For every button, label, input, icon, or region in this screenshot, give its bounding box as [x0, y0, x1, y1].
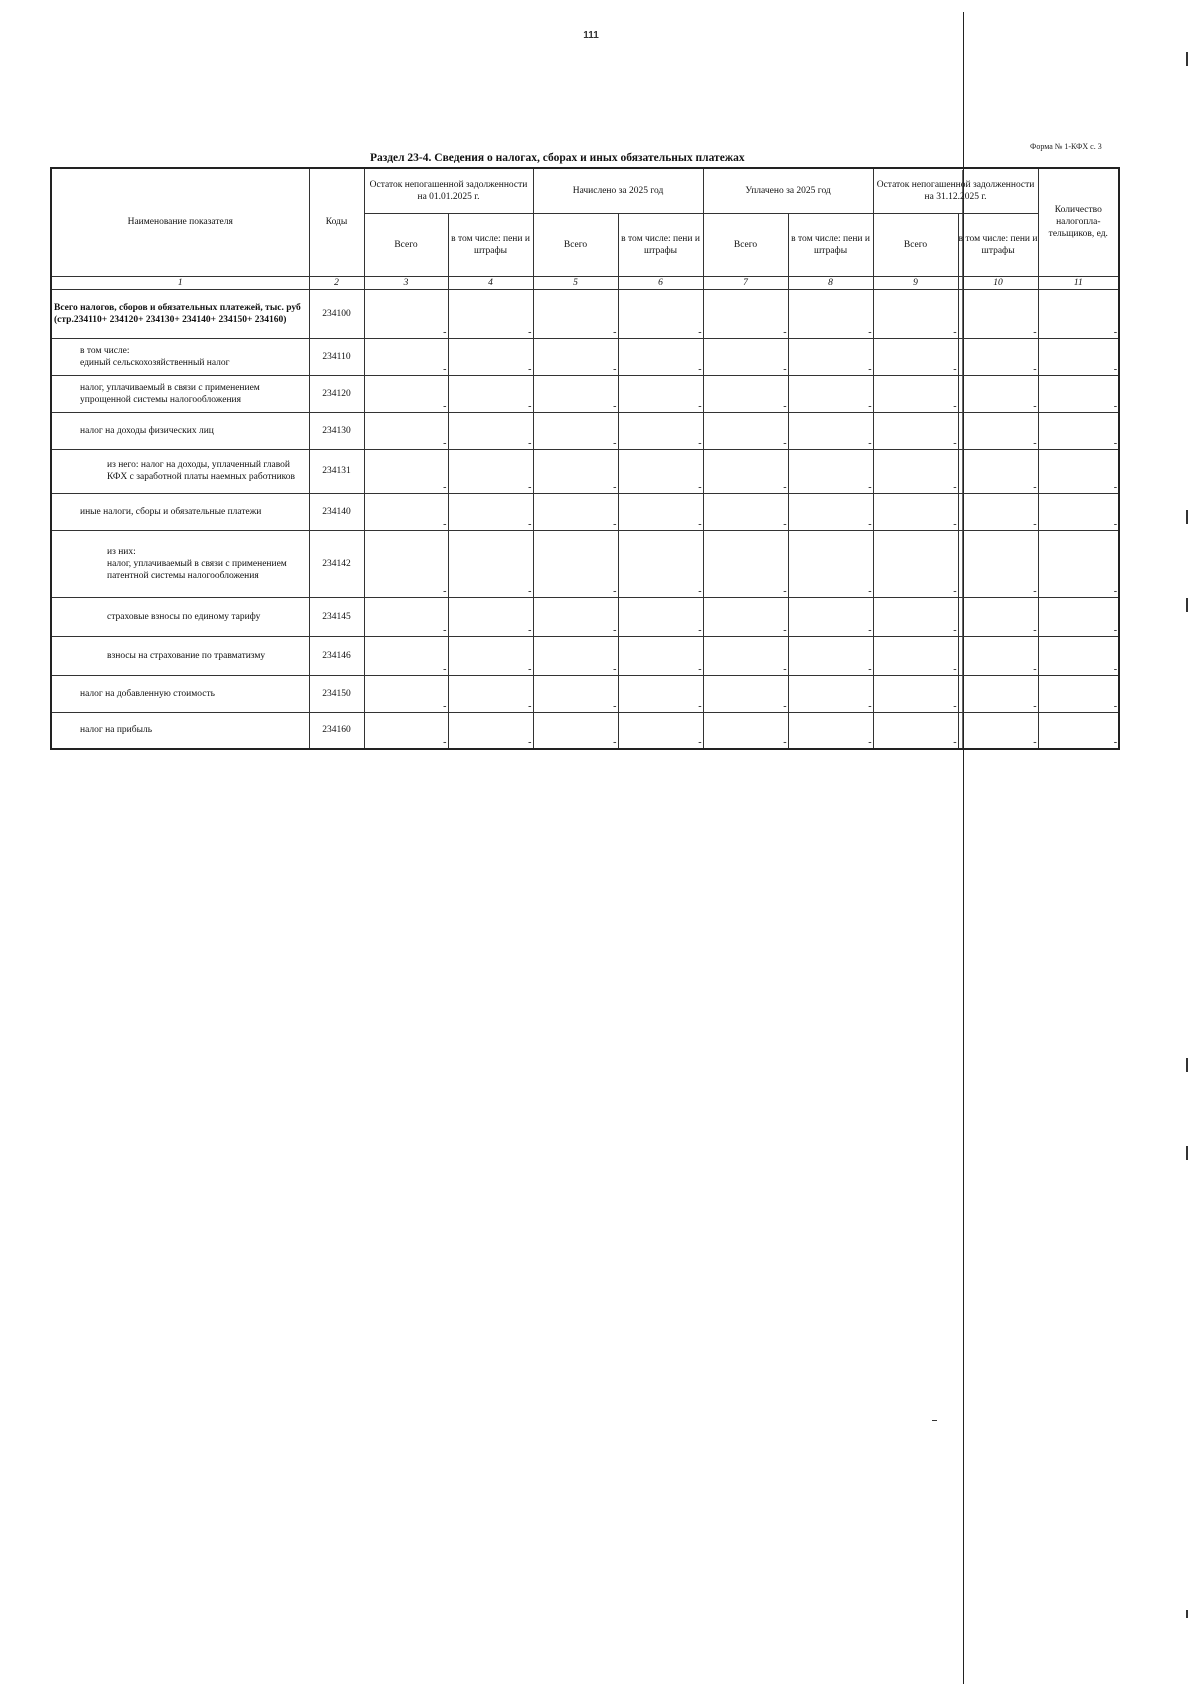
value-cell — [618, 412, 703, 449]
value-cell — [873, 338, 958, 375]
row-label-text: иные налоги, сборы и обязательные платежи — [80, 506, 262, 517]
value-cell — [364, 597, 448, 636]
empty-value-dash: - — [443, 400, 447, 412]
value-cell — [958, 493, 1038, 530]
value-cell — [703, 493, 788, 530]
empty-value-dash: - — [443, 700, 447, 712]
row-code: 234140 — [309, 493, 364, 530]
empty-value-dash: - — [613, 326, 617, 338]
empty-value-dash: - — [1113, 737, 1118, 748]
value-cell — [533, 597, 618, 636]
value-cell — [958, 712, 1038, 749]
empty-value-dash: - — [1033, 481, 1037, 493]
value-cell — [873, 597, 958, 636]
empty-value-dash: - — [698, 363, 702, 375]
empty-value-dash: - — [1033, 737, 1037, 748]
row-code: 234146 — [309, 636, 364, 675]
empty-value-dash: - — [953, 481, 957, 493]
empty-value-dash: - — [1113, 363, 1118, 375]
value-cell — [364, 449, 448, 493]
empty-value-dash: - — [443, 585, 447, 597]
empty-value-dash: - — [613, 624, 617, 636]
row-code: 234160 — [309, 712, 364, 749]
empty-value-dash: - — [443, 363, 447, 375]
value-cell — [364, 712, 448, 749]
header-total: Всего — [873, 213, 958, 276]
row-label-prefix: из них: — [107, 546, 136, 557]
header-total: Всего — [364, 213, 448, 276]
row-label — [51, 597, 309, 636]
row-code: 234145 — [309, 597, 364, 636]
empty-value-dash: - — [443, 663, 447, 675]
value-cell — [533, 449, 618, 493]
row-label-text: налог на добавленную стоимость — [80, 688, 215, 699]
row-label — [51, 289, 309, 338]
header-incl-penalties: в том числе: пени и штрафы — [788, 213, 873, 276]
header-total: Всего — [703, 213, 788, 276]
value-cell — [958, 289, 1038, 338]
table-row — [51, 636, 1119, 675]
header-group-closing-debt: Остаток непогашенной задолженности на 31.12.2025 г. — [873, 168, 1038, 213]
value-cell — [618, 338, 703, 375]
value-cell — [873, 375, 958, 412]
value-cell — [788, 636, 873, 675]
empty-value-dash: - — [783, 737, 787, 748]
row-label — [51, 493, 309, 530]
value-cell — [448, 597, 533, 636]
value-cell — [448, 412, 533, 449]
empty-value-dash: - — [953, 363, 957, 375]
empty-value-dash: - — [613, 700, 617, 712]
empty-value-dash: - — [783, 437, 787, 449]
table-row — [51, 597, 1119, 636]
empty-value-dash: - — [443, 737, 447, 748]
empty-value-dash: - — [698, 624, 702, 636]
value-cell — [703, 636, 788, 675]
value-cell — [703, 338, 788, 375]
table-row — [51, 375, 1119, 412]
value-cell — [618, 530, 703, 597]
empty-value-dash: - — [698, 663, 702, 675]
value-cell — [618, 289, 703, 338]
empty-value-dash: - — [613, 437, 617, 449]
empty-value-dash: - — [613, 737, 617, 748]
value-cell — [958, 597, 1038, 636]
empty-value-dash: - — [1033, 624, 1037, 636]
empty-value-dash: - — [783, 363, 787, 375]
empty-value-dash: - — [953, 624, 957, 636]
empty-value-dash: - — [443, 518, 447, 530]
value-cell — [788, 675, 873, 712]
row-label-prefix: в том числе: — [80, 345, 130, 356]
row-label — [51, 636, 309, 675]
empty-value-dash: - — [613, 663, 617, 675]
table-row — [51, 675, 1119, 712]
value-cell — [364, 338, 448, 375]
value-cell — [958, 338, 1038, 375]
header-row-1 — [51, 168, 1119, 213]
value-cell — [1038, 375, 1119, 412]
value-cell — [788, 412, 873, 449]
empty-value-dash: - — [1113, 481, 1118, 493]
value-cell — [873, 449, 958, 493]
empty-value-dash: - — [613, 400, 617, 412]
header-name: Наименование показателя — [51, 168, 309, 276]
value-cell — [788, 530, 873, 597]
empty-value-dash: - — [443, 326, 447, 338]
value-cell — [533, 636, 618, 675]
value-cell — [958, 375, 1038, 412]
header-codes: Коды — [309, 168, 364, 276]
empty-value-dash: - — [528, 624, 532, 636]
table-row — [51, 712, 1119, 749]
empty-value-dash: - — [868, 363, 872, 375]
empty-value-dash: - — [783, 585, 787, 597]
value-cell — [448, 636, 533, 675]
scan-mark — [1186, 598, 1188, 612]
empty-value-dash: - — [868, 737, 872, 748]
value-cell — [364, 412, 448, 449]
column-number: 5 — [533, 276, 618, 289]
empty-value-dash: - — [698, 326, 702, 338]
value-cell — [958, 412, 1038, 449]
value-cell — [958, 449, 1038, 493]
table-row — [51, 338, 1119, 375]
value-cell — [788, 375, 873, 412]
empty-value-dash: - — [698, 700, 702, 712]
row-label — [51, 412, 309, 449]
empty-value-dash: - — [698, 737, 702, 748]
empty-value-dash: - — [868, 663, 872, 675]
empty-value-dash: - — [953, 663, 957, 675]
column-number-row — [51, 276, 1119, 289]
value-cell — [364, 493, 448, 530]
value-cell — [618, 449, 703, 493]
row-label — [51, 449, 309, 493]
value-cell — [1038, 338, 1119, 375]
value-cell — [788, 338, 873, 375]
empty-value-dash: - — [1113, 400, 1118, 412]
row-label — [51, 675, 309, 712]
value-cell — [703, 449, 788, 493]
value-cell — [533, 530, 618, 597]
value-cell — [873, 636, 958, 675]
empty-value-dash: - — [698, 400, 702, 412]
value-cell — [703, 530, 788, 597]
empty-value-dash: - — [613, 518, 617, 530]
value-cell — [1038, 675, 1119, 712]
value-cell — [788, 493, 873, 530]
header-group-paid: Уплачено за 2025 год — [703, 168, 873, 213]
row-label-text: страховые взносы по единому тарифу — [107, 611, 261, 622]
row-label-text: налог, уплачиваемый в связи с применением патентной системы налогообложения — [107, 558, 287, 581]
value-cell — [703, 412, 788, 449]
empty-value-dash: - — [1033, 400, 1037, 412]
row-code: 234130 — [309, 412, 364, 449]
empty-value-dash: - — [868, 326, 872, 338]
value-cell — [533, 493, 618, 530]
value-cell — [448, 493, 533, 530]
empty-value-dash: - — [868, 518, 872, 530]
row-label — [51, 375, 309, 412]
empty-value-dash: - — [953, 700, 957, 712]
value-cell — [618, 597, 703, 636]
empty-value-dash: - — [443, 624, 447, 636]
value-cell — [448, 449, 533, 493]
value-cell — [448, 712, 533, 749]
value-cell — [448, 338, 533, 375]
scan-mark — [932, 1420, 937, 1421]
empty-value-dash: - — [528, 518, 532, 530]
empty-value-dash: - — [953, 437, 957, 449]
value-cell — [364, 530, 448, 597]
value-cell — [1038, 289, 1119, 338]
value-cell — [533, 675, 618, 712]
table-row — [51, 493, 1119, 530]
row-code: 234131 — [309, 449, 364, 493]
value-cell — [1038, 493, 1119, 530]
column-number: 6 — [618, 276, 703, 289]
table-row — [51, 412, 1119, 449]
empty-value-dash: - — [443, 481, 447, 493]
empty-value-dash: - — [783, 481, 787, 493]
tax-table — [50, 167, 1120, 750]
column-number: 4 — [448, 276, 533, 289]
empty-value-dash: - — [528, 437, 532, 449]
empty-value-dash: - — [953, 585, 957, 597]
value-cell — [1038, 412, 1119, 449]
value-cell — [788, 449, 873, 493]
empty-value-dash: - — [1113, 585, 1118, 597]
row-label-text: налог на доходы физических лиц — [80, 425, 214, 436]
value-cell — [958, 675, 1038, 712]
header-incl-penalties: в том числе: пени и штрафы — [618, 213, 703, 276]
empty-value-dash: - — [613, 585, 617, 597]
row-code: 234142 — [309, 530, 364, 597]
value-cell — [873, 712, 958, 749]
empty-value-dash: - — [528, 737, 532, 748]
row-label — [51, 338, 309, 375]
scan-mark — [1186, 510, 1188, 524]
row-label-text: налог на прибыль — [80, 725, 153, 736]
value-cell — [448, 375, 533, 412]
value-cell — [788, 597, 873, 636]
empty-value-dash: - — [1033, 585, 1037, 597]
value-cell — [1038, 530, 1119, 597]
row-code: 234120 — [309, 375, 364, 412]
empty-value-dash: - — [783, 400, 787, 412]
empty-value-dash: - — [528, 585, 532, 597]
column-number: 10 — [958, 276, 1038, 289]
row-code: 234100 — [309, 289, 364, 338]
empty-value-dash: - — [698, 481, 702, 493]
value-cell — [703, 675, 788, 712]
empty-value-dash: - — [1033, 363, 1037, 375]
value-cell — [958, 636, 1038, 675]
row-label-text: взносы на страхование по травматизму — [107, 650, 266, 661]
table-row — [51, 530, 1119, 597]
row-label — [51, 530, 309, 597]
column-number: 1 — [51, 276, 309, 289]
empty-value-dash: - — [1033, 518, 1037, 530]
empty-value-dash: - — [783, 700, 787, 712]
empty-value-dash: - — [953, 326, 957, 338]
row-label — [51, 712, 309, 749]
empty-value-dash: - — [953, 737, 957, 748]
value-cell — [788, 289, 873, 338]
empty-value-dash: - — [528, 400, 532, 412]
value-cell — [788, 712, 873, 749]
empty-value-dash: - — [1113, 326, 1118, 338]
header-incl-penalties: в том числе: пени и штрафы — [958, 213, 1038, 276]
empty-value-dash: - — [1113, 518, 1118, 530]
empty-value-dash: - — [613, 363, 617, 375]
empty-value-dash: - — [953, 400, 957, 412]
value-cell — [618, 493, 703, 530]
empty-value-dash: - — [868, 400, 872, 412]
empty-value-dash: - — [868, 700, 872, 712]
empty-value-dash: - — [868, 481, 872, 493]
row-label-text: единый сельскохозяйственный налог — [80, 357, 230, 368]
empty-value-dash: - — [1033, 437, 1037, 449]
value-cell — [364, 636, 448, 675]
empty-value-dash: - — [868, 437, 872, 449]
scan-mark — [1186, 52, 1188, 66]
empty-value-dash: - — [1113, 700, 1118, 712]
row-code: 234150 — [309, 675, 364, 712]
empty-value-dash: - — [698, 585, 702, 597]
value-cell — [533, 375, 618, 412]
empty-value-dash: - — [783, 624, 787, 636]
scan-mark — [1186, 1146, 1188, 1160]
value-cell — [873, 493, 958, 530]
column-number: 8 — [788, 276, 873, 289]
header-taxpayer-count: Количество налогопла-тельщиков, ед. — [1038, 168, 1119, 276]
header-total: Всего — [533, 213, 618, 276]
column-number: 2 — [309, 276, 364, 289]
scan-mark — [1186, 1610, 1188, 1618]
empty-value-dash: - — [868, 624, 872, 636]
column-number: 9 — [873, 276, 958, 289]
empty-value-dash: - — [1033, 326, 1037, 338]
header-group-accrued: Начислено за 2025 год — [533, 168, 703, 213]
row-label-text: налог, уплачиваемый в связи с применением упрощенной системы налогообложения — [80, 382, 260, 405]
empty-value-dash: - — [868, 585, 872, 597]
header-incl-penalties: в том числе: пени и штрафы — [448, 213, 533, 276]
empty-value-dash: - — [1113, 624, 1118, 636]
page-number: 111 — [583, 30, 599, 41]
value-cell — [703, 375, 788, 412]
empty-value-dash: - — [783, 518, 787, 530]
value-cell — [618, 675, 703, 712]
value-cell — [533, 412, 618, 449]
value-cell — [448, 530, 533, 597]
empty-value-dash: - — [953, 518, 957, 530]
form-id: Форма № 1-КФХ с. 3 — [1030, 142, 1102, 151]
section-title: Раздел 23-4. Сведения о налогах, сборах и иных обязательных платежах — [370, 152, 745, 164]
empty-value-dash: - — [1033, 663, 1037, 675]
empty-value-dash: - — [1113, 437, 1118, 449]
value-cell — [873, 412, 958, 449]
value-cell — [533, 289, 618, 338]
value-cell — [618, 636, 703, 675]
value-cell — [873, 530, 958, 597]
value-cell — [448, 289, 533, 338]
value-cell — [448, 675, 533, 712]
value-cell — [364, 375, 448, 412]
value-cell — [1038, 636, 1119, 675]
value-cell — [703, 289, 788, 338]
value-cell — [703, 712, 788, 749]
empty-value-dash: - — [613, 481, 617, 493]
value-cell — [618, 712, 703, 749]
value-cell — [958, 530, 1038, 597]
value-cell — [618, 375, 703, 412]
row-label-text: Всего налогов, сборов и обязательных платежей, тыс. руб (стр.234110+ 234120+ 234130+ 234140+ 234150+ 234160) — [54, 302, 301, 325]
empty-value-dash: - — [1033, 700, 1037, 712]
row-code: 234110 — [309, 338, 364, 375]
value-cell — [1038, 712, 1119, 749]
value-cell — [533, 338, 618, 375]
table-row — [51, 449, 1119, 493]
column-number: 7 — [703, 276, 788, 289]
column-number: 3 — [364, 276, 448, 289]
empty-value-dash: - — [528, 363, 532, 375]
column-number: 11 — [1038, 276, 1119, 289]
empty-value-dash: - — [528, 700, 532, 712]
value-cell — [703, 597, 788, 636]
value-cell — [873, 675, 958, 712]
empty-value-dash: - — [783, 663, 787, 675]
table-row — [51, 289, 1119, 338]
empty-value-dash: - — [783, 326, 787, 338]
row-label-text: из него: налог на доходы, уплаченный главой КФХ с заработной платы наемных работников — [107, 460, 296, 482]
value-cell — [533, 712, 618, 749]
empty-value-dash: - — [1113, 663, 1118, 675]
scan-mark — [1186, 1058, 1188, 1072]
value-cell — [364, 289, 448, 338]
empty-value-dash: - — [443, 437, 447, 449]
header-group-opening-debt: Остаток непогашенной задолженности на 01.01.2025 г. — [364, 168, 533, 213]
value-cell — [873, 289, 958, 338]
value-cell — [1038, 597, 1119, 636]
empty-value-dash: - — [698, 518, 702, 530]
empty-value-dash: - — [528, 326, 532, 338]
empty-value-dash: - — [528, 481, 532, 493]
value-cell — [364, 675, 448, 712]
empty-value-dash: - — [698, 437, 702, 449]
empty-value-dash: - — [528, 663, 532, 675]
value-cell — [1038, 449, 1119, 493]
